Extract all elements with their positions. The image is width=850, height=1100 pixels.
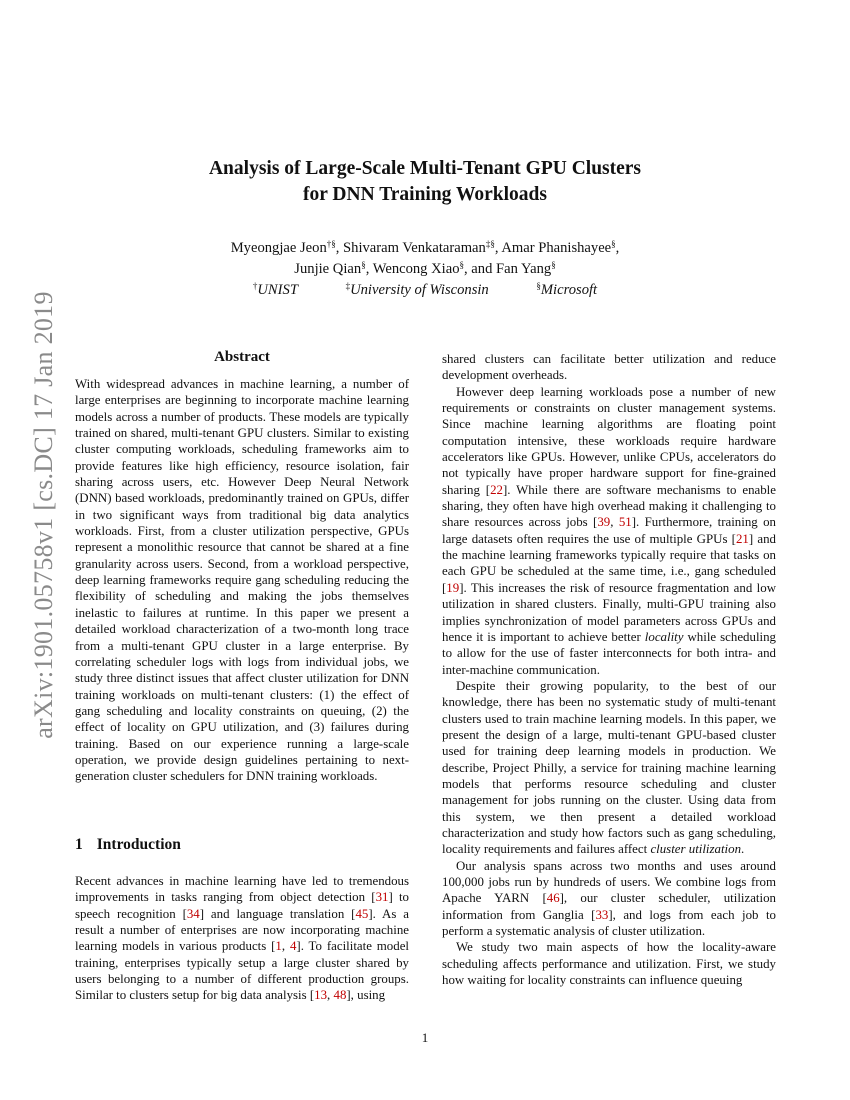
- author-name: Fan Yang: [496, 261, 552, 277]
- section-heading-introduction: [75, 836, 181, 854]
- author-name: Myeongjae Jeon: [230, 240, 327, 256]
- citation-link[interactable]: 31: [375, 890, 389, 905]
- title-line-1: Analysis of Large-Scale Multi-Tenant GPU Clusters: [208, 158, 642, 179]
- abstract-heading: Abstract: [214, 349, 270, 365]
- author-line-1: Myeongjae Jeon†§, Shivaram Venkataraman‡§, Amar Phanishayee§,: [230, 239, 620, 256]
- citation-link[interactable]: 45: [355, 906, 369, 921]
- author-mark: §: [459, 260, 464, 270]
- section-title: Introduction: [96, 836, 181, 853]
- author-mark: §: [551, 260, 556, 270]
- author-name: Shivaram Venkataraman: [343, 240, 486, 256]
- citation-link[interactable]: 34: [186, 906, 200, 921]
- affiliation-unist: †UNIST: [252, 281, 298, 298]
- citation-link[interactable]: 46: [546, 891, 560, 906]
- section-number: 1: [75, 836, 83, 853]
- citation-link[interactable]: 4: [289, 939, 297, 954]
- body-paragraph: shared clusters can facilitate better utilization and reduce development overheads.: [442, 352, 776, 383]
- citation-link[interactable]: 21: [735, 531, 749, 546]
- citation-link[interactable]: 51: [618, 515, 632, 530]
- right-column-body: [442, 351, 776, 988]
- citation-link[interactable]: 19: [446, 580, 460, 595]
- body-paragraph: However deep learning workloads pose a number of new requirements or constraints on cluster management systems. Since machine learning algorithms are floating point computation intensive, these workloads require hardware accelerators like GPUs. However, unlike CPUs, accelerators do not typically have proper hardware support for fine-grained sharing [22]. While there are software mechanisms to enable sharing, they often have high overhead making it challenging to share resources across jobs [39, 51]. Furthermore, training on large datasets often requires the use of multiple GPUs [21] and the machine learning frameworks typically require that tasks on each GPU be scheduled at the same time, i.e., gang scheduled [19]. This increases the risk of resource fragmentation and low utilization in shared clusters. Finally, multi-GPU training also implies synchronization of model parameters across GPUs and hence it is important to achieve better locality while scheduling to allow for the use of faster interconnects for both intra- and inter-machine communication.: [442, 384, 776, 677]
- abstract-text: With widespread advances in machine learning, a number of large enterprises are beginning to incorporate machine learning models across a number of products. These models are typically trained on shared, multi-tenant GPU clusters. Similar to existing cluster computing workloads, scheduling frameworks aim to provide features like high efficiency, resource isolation, fair sharing across users, etc. However Deep Neural Network (DNN) based workloads, predominantly trained on GPUs, differ in two significant ways from traditional big data analytics workloads. First, from a cluster utilization perspective, GPUs represent a monolithic resource that cannot be shared at a fine granularity across users. Second, from a workload perspective, deep learning frameworks require gang scheduling reducing the flexibility of scheduling and making the jobs themselves inelastic to failures at runtime. In this paper we present a detailed workload characterization of a two-month long trace from a multi-tenant GPU cluster in a large enterprise. By correlating scheduler logs with logs from individual jobs, we study three distinct issues that affect cluster utilization for DNN training workloads on multi-tenant clusters: (1) the effect of gang scheduling and locality constraints on queuing, (2) the effect of locality on GPU utilization, and (3) failures during training. Based on our experience running a large-scale operation, we provide design guidelines pertaining to next-generation cluster schedulers for DNN training workloads.: [75, 377, 409, 784]
- body-paragraph: Despite their growing popularity, to the best of our knowledge, there has been no systematic study of multi-tenant clusters used to train machine learning models. In this paper, we present the design of a large, multi-tenant GPU-based cluster used for training deep learning models in production. We describe, Project Philly, a service for training machine learning models that performs resource scheduling and cluster management for jobs running on the cluster. Using data from this system, we then present a detailed workload characterization and study how factors such as gang scheduling, locality requirements and failures affect cluster utilization.: [442, 678, 776, 857]
- intro-paragraph: Recent advances in machine learning have led to tremendous improvements in tasks ranging from object detection [31] to speech recognition [34] and language translation [45]. As a result a number of enterprises are now incorporating machine learning models in various products [1, 4]. To facilitate model training, enterprises typically setup a large cluster shared by users belonging to a number of different production groups. Similar to clusters setup for big data analysis [13, 48], using: [75, 874, 409, 1003]
- affiliation-microsoft: §Microsoft: [536, 281, 598, 298]
- citation-link[interactable]: 13: [314, 988, 328, 1003]
- page-number: 1: [421, 1030, 429, 1045]
- author-mark: ‡§: [485, 239, 495, 249]
- citation-link[interactable]: 1: [275, 939, 282, 954]
- citation-link[interactable]: 33: [595, 907, 609, 922]
- author-name: Amar Phanishayee: [501, 240, 612, 256]
- abstract-body: [75, 376, 409, 785]
- author-line-2: Junjie Qian§, Wencong Xiao§, and Fan Yang§: [294, 260, 556, 277]
- author-name: Junjie Qian: [294, 261, 362, 277]
- author-mark: §: [361, 260, 366, 270]
- citation-link[interactable]: 22: [490, 482, 503, 497]
- body-paragraph: We study two main aspects of how the locality-aware scheduling affects performance and utilization. First, we study how waiting for locality constraints can influence queuing: [442, 940, 776, 988]
- author-list: [0, 238, 850, 280]
- citation-link[interactable]: 48: [333, 988, 347, 1003]
- author-name: Wencong Xiao: [372, 261, 460, 277]
- title-line-2: for DNN Training Workloads: [303, 184, 547, 205]
- arxiv-identifier: arXiv:1901.05758v1 [cs.DC] 17 Jan 2019: [29, 291, 59, 739]
- paper-title: [0, 156, 850, 208]
- author-mark: §: [611, 239, 616, 249]
- emphasis: cluster utilization: [650, 842, 742, 857]
- body-paragraph: Our analysis spans across two months and uses around 100,000 jobs run by hundreds of users. We combine logs from Apache YARN [46], our cluster scheduler, utilization information from Ganglia [33], and logs from each job to perform a systematic analysis of cluster utilization.: [442, 858, 776, 939]
- author-mark: †§: [326, 239, 336, 249]
- affiliation-wisconsin: ‡University of Wisconsin: [345, 281, 489, 298]
- introduction-body: [75, 873, 409, 1004]
- affiliations: [0, 282, 850, 299]
- citation-link[interactable]: 39: [597, 515, 611, 530]
- emphasis: locality: [644, 629, 684, 644]
